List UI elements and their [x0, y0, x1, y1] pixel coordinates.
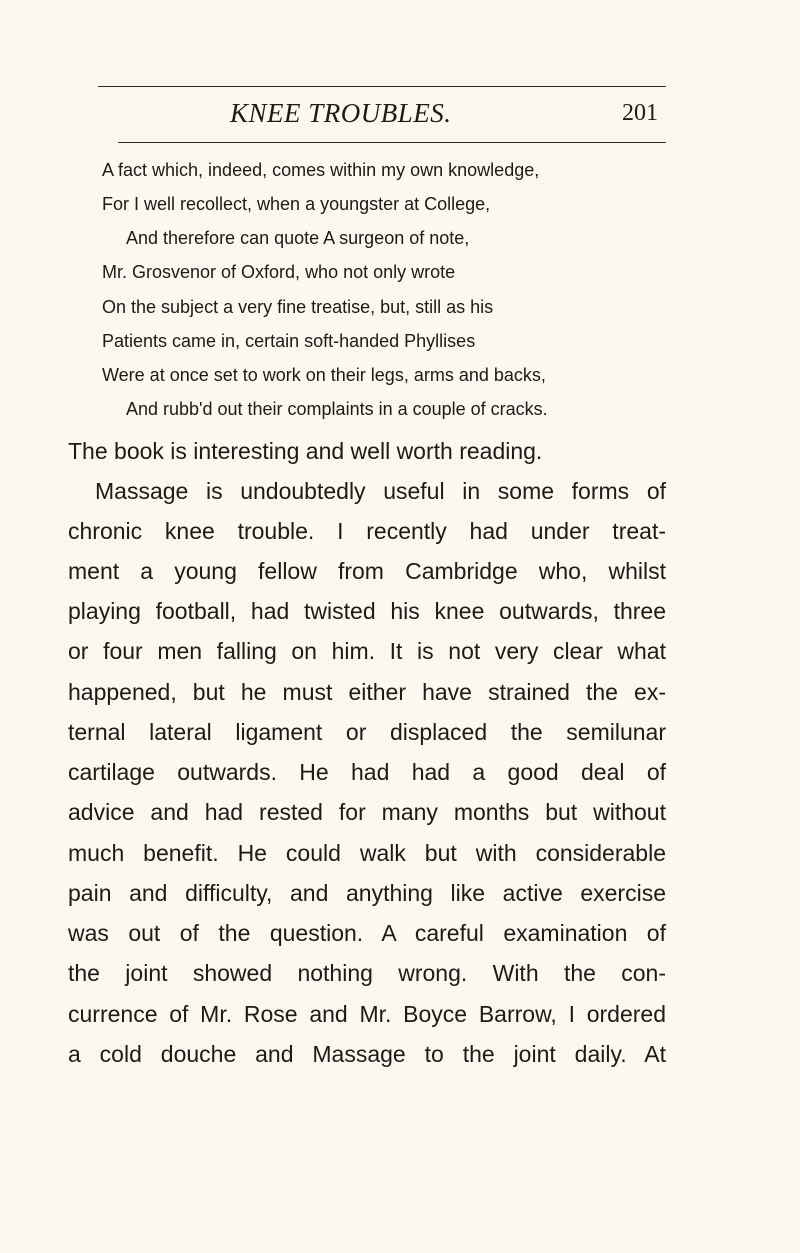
- verse-line: Patients came in, certain soft-handed Phyllises: [102, 331, 476, 351]
- body-line: The book is interesting and well worth reading.: [68, 438, 543, 464]
- verse-line: For I well recollect, when a youngster at College,: [102, 194, 491, 214]
- body-line: much benefit. He could walk but with considerable: [68, 840, 666, 866]
- page-number: 201: [622, 100, 658, 126]
- body-line: advice and had rested for many months but without: [68, 799, 666, 825]
- body-line: ternal lateral ligament or displaced the semilunar: [68, 719, 666, 745]
- verse-line: Mr. Grosvenor of Oxford, who not only wrote: [102, 262, 456, 282]
- header-rule-bottom: [118, 142, 666, 143]
- body-line: playing football, had twisted his knee outwards, three: [68, 598, 666, 624]
- body-line: ment a young fellow from Cambridge who, whilst: [68, 558, 666, 584]
- verse-line: And rubb'd out their complaints in a couple of cracks.: [126, 399, 548, 419]
- body-line: happened, but he must either have strained the ex-: [68, 679, 666, 705]
- body-line: a cold douche and Massage to the joint daily. At: [68, 1041, 666, 1067]
- body-line: Massage is undoubtedly useful in some forms of: [95, 478, 666, 504]
- body-line: currence of Mr. Rose and Mr. Boyce Barrow, I ordered: [68, 1001, 666, 1027]
- verse-line: And therefore can quote A surgeon of note,: [126, 228, 470, 248]
- verse-line: A fact which, indeed, comes within my own knowledge,: [102, 160, 540, 180]
- header-rule-top: [98, 86, 666, 87]
- body-line: cartilage outwards. He had had a good deal of: [68, 759, 666, 785]
- body-line: pain and difficulty, and anything like active exercise: [68, 880, 666, 906]
- body-line: the joint showed nothing wrong. With the con-: [68, 960, 666, 986]
- verse-line: On the subject a very fine treatise, but, still as his: [102, 297, 494, 317]
- body-line: or four men falling on him. It is not very clear what: [68, 638, 666, 664]
- body-line: chronic knee trouble. I recently had under treat-: [68, 518, 666, 544]
- running-title: KNEE TROUBLES.: [230, 98, 452, 128]
- verse-line: Were at once set to work on their legs, arms and backs,: [102, 365, 546, 385]
- body-line: was out of the question. A careful examination of: [68, 920, 666, 946]
